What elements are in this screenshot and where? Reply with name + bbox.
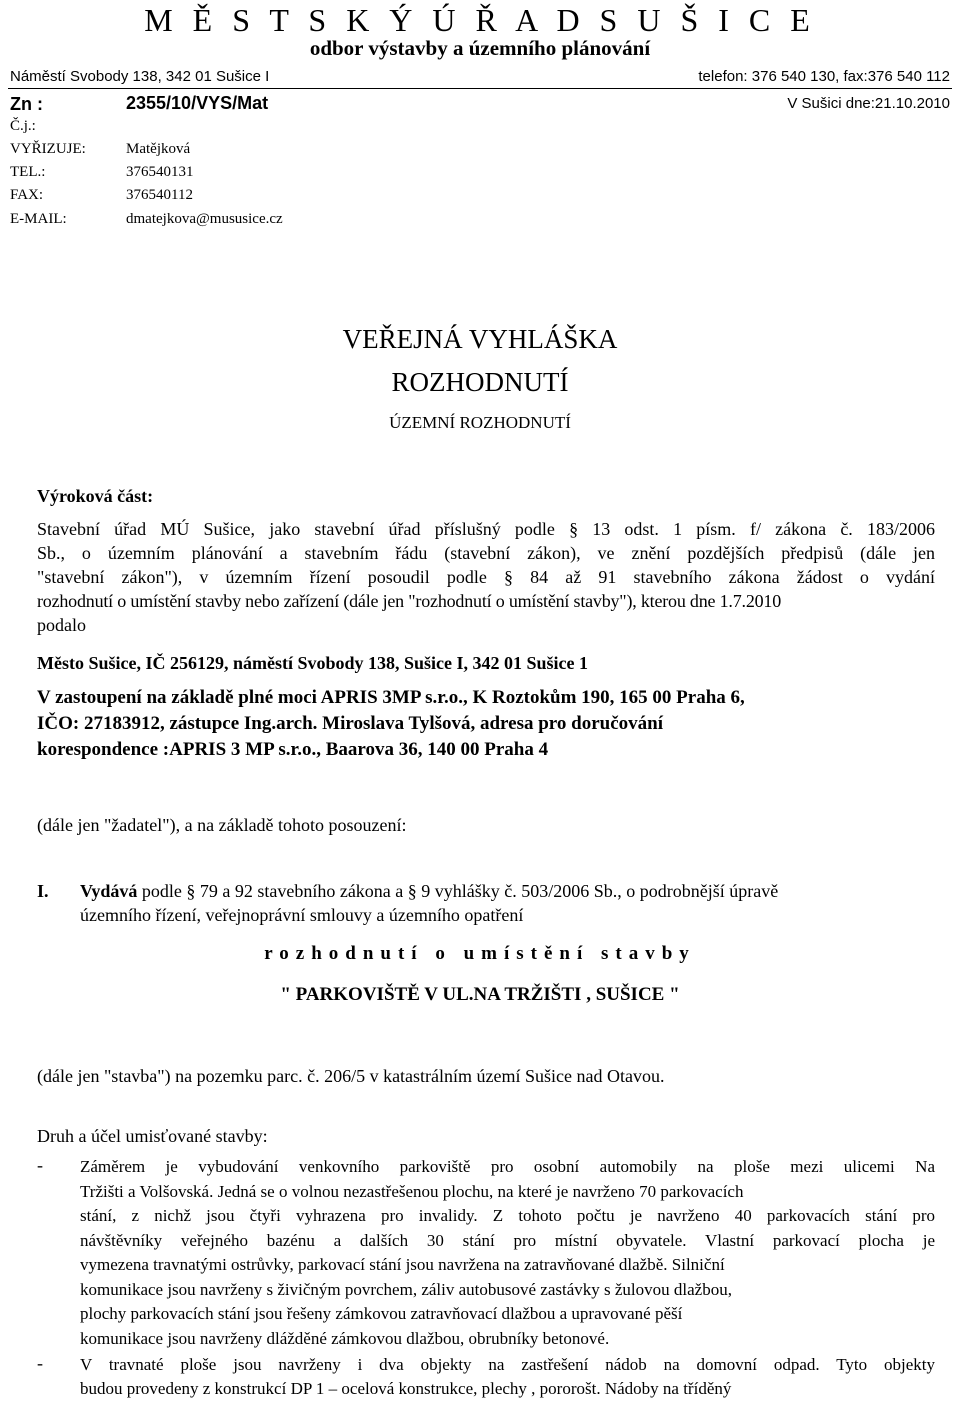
bullet-mark: - xyxy=(37,1155,43,1175)
applicant: Město Sušice, IČ 256129, náměstí Svobody 138, Sušice I, 342 01 Sušice 1 xyxy=(37,653,589,673)
department-subtitle: odbor výstavby a územního plánování xyxy=(309,36,651,60)
decision-paragraph-line: Sb., o územním plánování a stavebním řádu (stavební zákon), ve znění pozdějších předpisů (dále jen xyxy=(37,543,935,563)
email-label: E-MAIL: xyxy=(10,211,67,227)
applicant-note: (dále jen "žadatel"), a na základě tohoto posouzení: xyxy=(37,815,407,835)
plot-note: (dále jen "stavba") na pozemku parc. č. 206/5 v katastrálním území Sušice nad Otavou. xyxy=(37,1066,665,1086)
handled-by-value: Matějková xyxy=(126,141,191,157)
decision-title: rozhodnutí o umístění stavby xyxy=(264,943,696,964)
decision-heading: ROZHODNUTÍ xyxy=(391,367,569,397)
header-divider xyxy=(8,88,952,89)
public-notice-heading: VEŘEJNÁ VYHLÁŠKA xyxy=(342,324,618,354)
bullet-line: stání, z nichž jsou čtyři vyhrazena pro invalidy. Z tohoto počtu je navrženo 40 parkovacích stání pro xyxy=(80,1206,935,1225)
bullet-line: komunikace jsou navrženy s živičným povrchem, záliv autobusové zastávky s žulovou dlažbou, xyxy=(80,1279,732,1299)
representation-line: IČO: 27183912, zástupce Ing.arch. Miroslava Tylšová, adresa pro doručování xyxy=(37,713,663,734)
document-date: V Sušici dne:21.10.2010 xyxy=(787,95,950,112)
bullet-mark: - xyxy=(37,1353,43,1373)
handled-by-label: VYŘIZUJE: xyxy=(10,141,86,157)
reference-number: 2355/10/VYS/Mat xyxy=(126,93,269,113)
purpose-label: Druh a účel umisťované stavby: xyxy=(37,1126,268,1146)
bullet-line: plochy parkovacích stání jsou řešeny zámkovou zatravňovací dlažbou a upravované pěší xyxy=(80,1304,683,1323)
representation-line: korespondence :APRIS 3 MP s.r.o., Baarova 36, 140 00 Praha 4 xyxy=(37,739,549,760)
email-value: dmatejkova@mususice.cz xyxy=(126,211,283,227)
fax-value: 376540112 xyxy=(126,187,193,203)
zoning-decision-heading: ÚZEMNÍ ROZHODNUTÍ xyxy=(389,413,571,432)
issue-statement xyxy=(80,880,935,903)
operative-part-label: Výroková část: xyxy=(37,486,154,506)
representation-line: V zastoupení na základě plné moci APRIS 3MP s.r.o., K Roztokům 190, 165 00 Praha 6, xyxy=(37,687,745,708)
bullet-line: návštěvníky veřejného bazénu a dalších 30 stání pro místní obyvatele. Vlastní parkovací plocha je xyxy=(80,1230,935,1250)
bullet-line: V travnaté ploše jsou navrženy i dva objekty na zastřešení nádob na domovní odpad. Tyto objekty xyxy=(80,1355,935,1374)
bullet-line: komunikace jsou navrženy dlážděné zámkovou dlažbou, obrubníky betonové. xyxy=(80,1328,610,1348)
bullet-line: Záměrem je vybudování venkovního parkoviště pro osobní automobily na ploše mezi ulicemi Na xyxy=(80,1157,935,1176)
issue-statement-line2: územního řízení, veřejnoprávní smlouvy a územního opatření xyxy=(80,905,524,925)
decision-paragraph-line: "stavební zákon"), v územním řízení posoudil podle § 84 až 91 stavebního zákona žádost o vydání xyxy=(37,567,935,587)
fax-label: FAX: xyxy=(10,187,44,203)
issue-verb: Vydává xyxy=(80,881,138,901)
decision-paragraph-line: podalo xyxy=(37,615,86,635)
tel-value: 376540131 xyxy=(126,164,194,180)
reference-label: Zn : xyxy=(10,94,43,114)
section-number: I. xyxy=(37,881,49,901)
bullet-line: budou provedeny z konstrukcí DP 1 – ocelová konstrukce, plechy , pororošt. Nádoby na tříděný xyxy=(80,1379,732,1398)
issue-rest: podle § 79 a 92 stavebního zákona a § 9 vyhlášky č. 503/2006 Sb., o podrobnější úpravě xyxy=(137,881,779,901)
decision-paragraph-line: Stavební úřad MÚ Sušice, jako stavební úřad příslušný podle § 13 odst. 1 písm. f/ zákona č. 183/2006 xyxy=(37,519,935,539)
bullet-line: Tržišti a Volšovská. Jedná se o volnou nezastřešenou plochu, na které je navrženo 70 parkovacích xyxy=(80,1181,744,1201)
office-contact: telefon: 376 540 130, fax:376 540 112 xyxy=(698,68,950,85)
tel-label: TEL.: xyxy=(10,164,46,180)
decision-paragraph-line: rozhodnutí o umístění stavby nebo zařízení (dále jen "rozhodnutí o umístění stavby"), kterou dne 1.7.2010 xyxy=(37,591,782,611)
case-number-label: Č.j.: xyxy=(10,118,36,134)
office-title: M Ě S T S K Ý Ú Ř A D S U Š I C E xyxy=(144,2,816,38)
bullet-line: vymezena travnatými ostrůvky, parkovací stání jsou navržena na zatravňované dlažbě. Silniční xyxy=(80,1255,725,1274)
project-name: " PARKOVIŠTĚ V UL.NA TRŽIŠTI , SUŠICE " xyxy=(280,984,680,1005)
office-address: Náměstí Svobody 138, 342 01 Sušice I xyxy=(10,68,270,85)
